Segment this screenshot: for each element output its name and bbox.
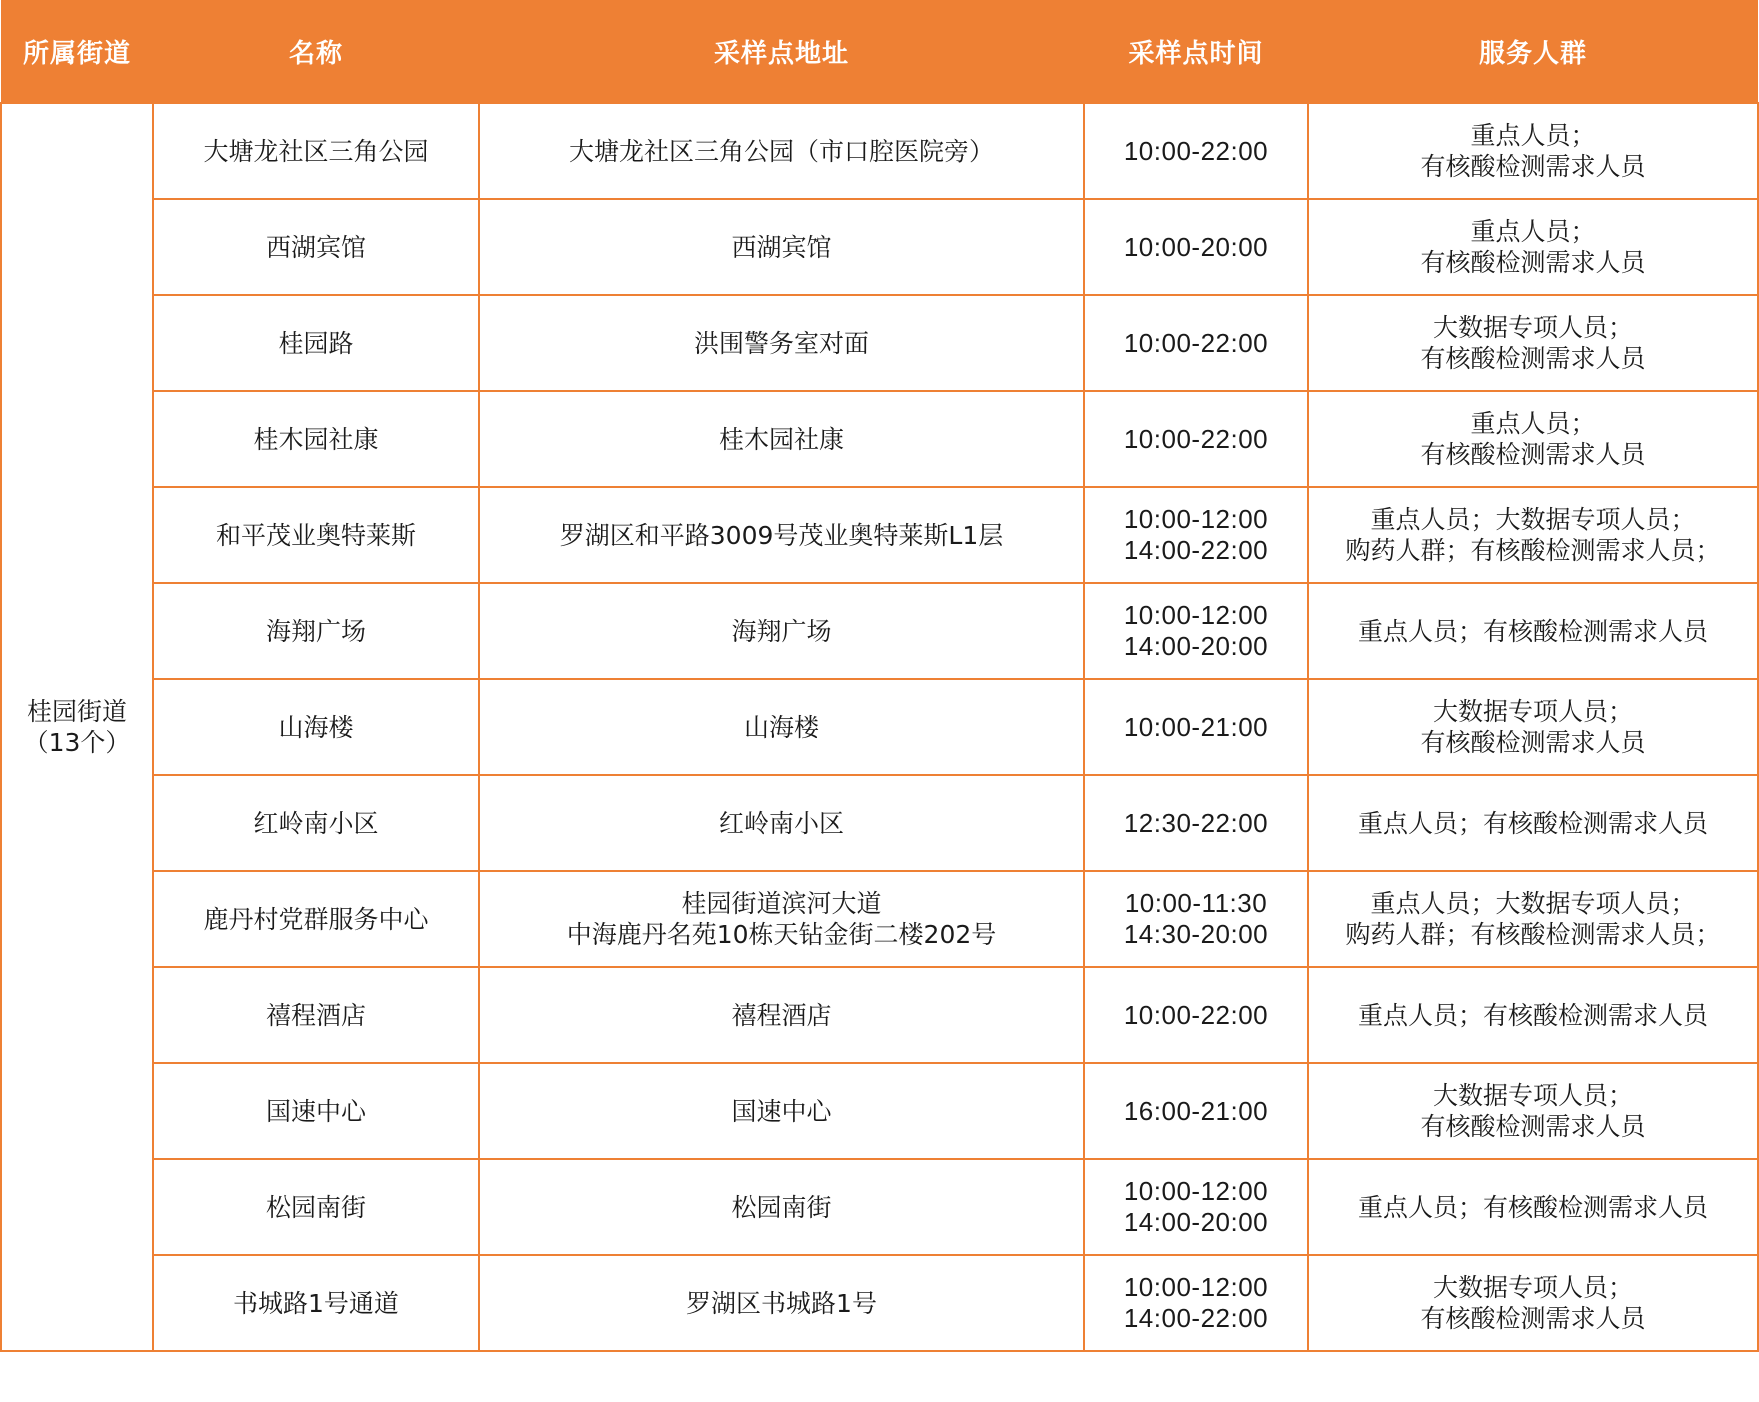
district-cell bbox=[1, 103, 153, 1351]
table-row bbox=[1, 583, 1758, 679]
site-name: 松园南街 bbox=[265, 1192, 366, 1222]
site-time-line: 10:00-12:00 bbox=[1123, 600, 1269, 630]
site-time-line: 10:00-12:00 bbox=[1123, 1176, 1269, 1206]
header-time: 采样点时间 bbox=[1084, 0, 1308, 103]
table-row bbox=[1, 775, 1758, 871]
site-address-line: 罗湖区和平路3009号茂业奥特莱斯L1层 bbox=[559, 520, 1004, 550]
site-name-cell bbox=[153, 103, 479, 199]
site-name: 大塘龙社区三角公园 bbox=[203, 136, 429, 166]
district-label: 桂园街道 bbox=[26, 697, 127, 726]
service-group-line: 重点人员； bbox=[1470, 217, 1596, 246]
site-address-line: 罗湖区书城路1号 bbox=[686, 1288, 877, 1318]
service-group-cell bbox=[1308, 967, 1758, 1063]
site-time-cell bbox=[1084, 1255, 1308, 1351]
site-name: 山海楼 bbox=[278, 712, 354, 742]
service-group-cell bbox=[1308, 103, 1758, 199]
service-group-line: 大数据专项人员； bbox=[1432, 1273, 1633, 1302]
site-time-line: 10:00-12:00 bbox=[1123, 1272, 1269, 1302]
service-group-line: 有核酸检测需求人员 bbox=[1420, 152, 1646, 181]
site-address-cell bbox=[479, 199, 1084, 295]
site-time-cell bbox=[1084, 1063, 1308, 1159]
site-time-line: 10:00-20:00 bbox=[1123, 231, 1269, 262]
site-address-cell bbox=[479, 871, 1084, 967]
service-group-line: 有核酸检测需求人员 bbox=[1420, 344, 1646, 373]
service-group-line: 重点人员；有核酸检测需求人员 bbox=[1357, 616, 1708, 646]
table-row bbox=[1, 103, 1758, 199]
site-name-cell bbox=[153, 1159, 479, 1255]
table-row bbox=[1, 199, 1758, 295]
site-address-line: 大塘龙社区三角公园（市口腔医院旁） bbox=[568, 136, 994, 166]
service-group-cell bbox=[1308, 583, 1758, 679]
site-time-cell bbox=[1084, 103, 1308, 199]
site-time-cell bbox=[1084, 583, 1308, 679]
table-row bbox=[1, 295, 1758, 391]
site-address-cell bbox=[479, 295, 1084, 391]
site-address-line: 西湖宾馆 bbox=[731, 232, 832, 262]
table-row bbox=[1, 1255, 1758, 1351]
site-address-line: 桂木园社康 bbox=[718, 424, 844, 454]
site-address-cell bbox=[479, 1063, 1084, 1159]
site-address-line: 禧程酒店 bbox=[731, 1000, 832, 1030]
site-time-cell bbox=[1084, 391, 1308, 487]
service-group-line: 大数据专项人员； bbox=[1432, 1081, 1633, 1110]
site-name-cell bbox=[153, 967, 479, 1063]
service-group-line: 大数据专项人员； bbox=[1432, 697, 1633, 726]
site-name-cell bbox=[153, 871, 479, 967]
service-group-cell bbox=[1308, 871, 1758, 967]
service-group-cell bbox=[1308, 1255, 1758, 1351]
header-name: 名称 bbox=[153, 0, 479, 103]
site-name: 桂木园社康 bbox=[253, 424, 379, 454]
service-group-cell bbox=[1308, 1159, 1758, 1255]
service-group-line: 购药人群；有核酸检测需求人员； bbox=[1345, 536, 1721, 565]
site-time-line: 16:00-21:00 bbox=[1123, 1095, 1269, 1126]
site-time-line: 10:00-22:00 bbox=[1123, 327, 1269, 358]
site-address-cell bbox=[479, 583, 1084, 679]
site-time-line: 10:00-22:00 bbox=[1123, 135, 1269, 166]
site-name: 和平茂业奥特莱斯 bbox=[215, 520, 416, 550]
service-group-line: 有核酸检测需求人员 bbox=[1420, 728, 1646, 757]
site-time-cell bbox=[1084, 199, 1308, 295]
site-address-cell bbox=[479, 1159, 1084, 1255]
site-name: 鹿丹村党群服务中心 bbox=[203, 904, 429, 934]
service-group-line: 重点人员；大数据专项人员； bbox=[1370, 505, 1696, 534]
district-label: （13个） bbox=[23, 728, 131, 757]
site-name-cell bbox=[153, 391, 479, 487]
table-row bbox=[1, 871, 1758, 967]
site-time-line: 10:00-22:00 bbox=[1123, 999, 1269, 1030]
service-group-line: 重点人员；大数据专项人员； bbox=[1370, 889, 1696, 918]
service-group-line: 有核酸检测需求人员 bbox=[1420, 1112, 1646, 1141]
site-time-cell bbox=[1084, 679, 1308, 775]
service-group-line: 购药人群；有核酸检测需求人员； bbox=[1345, 920, 1721, 949]
site-address-cell bbox=[479, 103, 1084, 199]
site-time-cell bbox=[1084, 775, 1308, 871]
site-name: 红岭南小区 bbox=[253, 808, 379, 838]
site-address-cell bbox=[479, 391, 1084, 487]
service-group-line: 有核酸检测需求人员 bbox=[1420, 440, 1646, 469]
table-row bbox=[1, 1159, 1758, 1255]
site-time-line: 10:00-12:00 bbox=[1123, 504, 1269, 534]
site-name: 桂园路 bbox=[278, 328, 354, 358]
service-group-line: 重点人员；有核酸检测需求人员 bbox=[1357, 808, 1708, 838]
service-group-cell bbox=[1308, 199, 1758, 295]
service-group-line: 有核酸检测需求人员 bbox=[1420, 248, 1646, 277]
site-time-line: 14:00-20:00 bbox=[1123, 1207, 1269, 1237]
table-row bbox=[1, 967, 1758, 1063]
site-address-cell bbox=[479, 487, 1084, 583]
site-address-line: 海翔广场 bbox=[731, 616, 832, 646]
site-time-line: 14:30-20:00 bbox=[1123, 919, 1269, 949]
site-address-cell bbox=[479, 775, 1084, 871]
site-time-cell bbox=[1084, 967, 1308, 1063]
site-name: 国速中心 bbox=[265, 1096, 366, 1126]
site-time-cell bbox=[1084, 871, 1308, 967]
table-row bbox=[1, 487, 1758, 583]
site-name-cell bbox=[153, 583, 479, 679]
site-name-cell bbox=[153, 295, 479, 391]
header-row bbox=[1, 0, 1758, 103]
site-time-line: 14:00-22:00 bbox=[1123, 1303, 1269, 1333]
service-group-line: 大数据专项人员； bbox=[1432, 313, 1633, 342]
site-time-line: 10:00-22:00 bbox=[1123, 423, 1269, 454]
site-name-cell bbox=[153, 679, 479, 775]
header-address: 采样点地址 bbox=[479, 0, 1084, 103]
site-address-line: 山海楼 bbox=[743, 712, 819, 742]
service-group-cell bbox=[1308, 679, 1758, 775]
service-group-cell bbox=[1308, 775, 1758, 871]
service-group-cell bbox=[1308, 487, 1758, 583]
table-row bbox=[1, 679, 1758, 775]
table-row bbox=[1, 1063, 1758, 1159]
site-address-line: 洪围警务室对面 bbox=[693, 328, 869, 358]
table-body bbox=[1, 103, 1758, 1351]
site-name: 禧程酒店 bbox=[265, 1000, 366, 1030]
site-time-line: 10:00-21:00 bbox=[1123, 711, 1269, 742]
site-address-cell bbox=[479, 967, 1084, 1063]
site-address-line: 桂园街道滨河大道 bbox=[681, 889, 882, 918]
site-name: 海翔广场 bbox=[265, 616, 366, 646]
site-time-cell bbox=[1084, 1159, 1308, 1255]
site-address-line: 红岭南小区 bbox=[718, 808, 844, 838]
site-name: 书城路1号通道 bbox=[233, 1288, 399, 1318]
site-time-line: 14:00-20:00 bbox=[1123, 631, 1269, 661]
site-time-line: 14:00-22:00 bbox=[1123, 535, 1269, 565]
site-name-cell bbox=[153, 775, 479, 871]
service-group-line: 重点人员； bbox=[1470, 121, 1596, 150]
service-group-line: 重点人员；有核酸检测需求人员 bbox=[1357, 1192, 1708, 1222]
site-name-cell bbox=[153, 1063, 479, 1159]
header-service: 服务人群 bbox=[1308, 0, 1758, 103]
service-group-cell bbox=[1308, 1063, 1758, 1159]
service-group-line: 有核酸检测需求人员 bbox=[1420, 1304, 1646, 1333]
service-group-cell bbox=[1308, 295, 1758, 391]
site-name-cell bbox=[153, 487, 479, 583]
site-name-cell bbox=[153, 199, 479, 295]
service-group-line: 重点人员； bbox=[1470, 409, 1596, 438]
site-address-line: 中海鹿丹名苑10栋天钻金街二楼202号 bbox=[566, 920, 997, 949]
site-address-line: 国速中心 bbox=[731, 1096, 832, 1126]
site-address-line: 松园南街 bbox=[731, 1192, 832, 1222]
site-time-line: 10:00-11:30 bbox=[1124, 888, 1268, 918]
site-address-cell bbox=[479, 1255, 1084, 1351]
service-group-line: 重点人员；有核酸检测需求人员 bbox=[1357, 1000, 1708, 1030]
site-name: 西湖宾馆 bbox=[265, 232, 366, 262]
table-row bbox=[1, 391, 1758, 487]
header-district: 所属街道 bbox=[1, 0, 153, 103]
site-name-cell bbox=[153, 1255, 479, 1351]
site-address-cell bbox=[479, 679, 1084, 775]
site-time-line: 12:30-22:00 bbox=[1123, 807, 1269, 838]
site-time-cell bbox=[1084, 295, 1308, 391]
service-group-cell bbox=[1308, 391, 1758, 487]
site-time-cell bbox=[1084, 487, 1308, 583]
